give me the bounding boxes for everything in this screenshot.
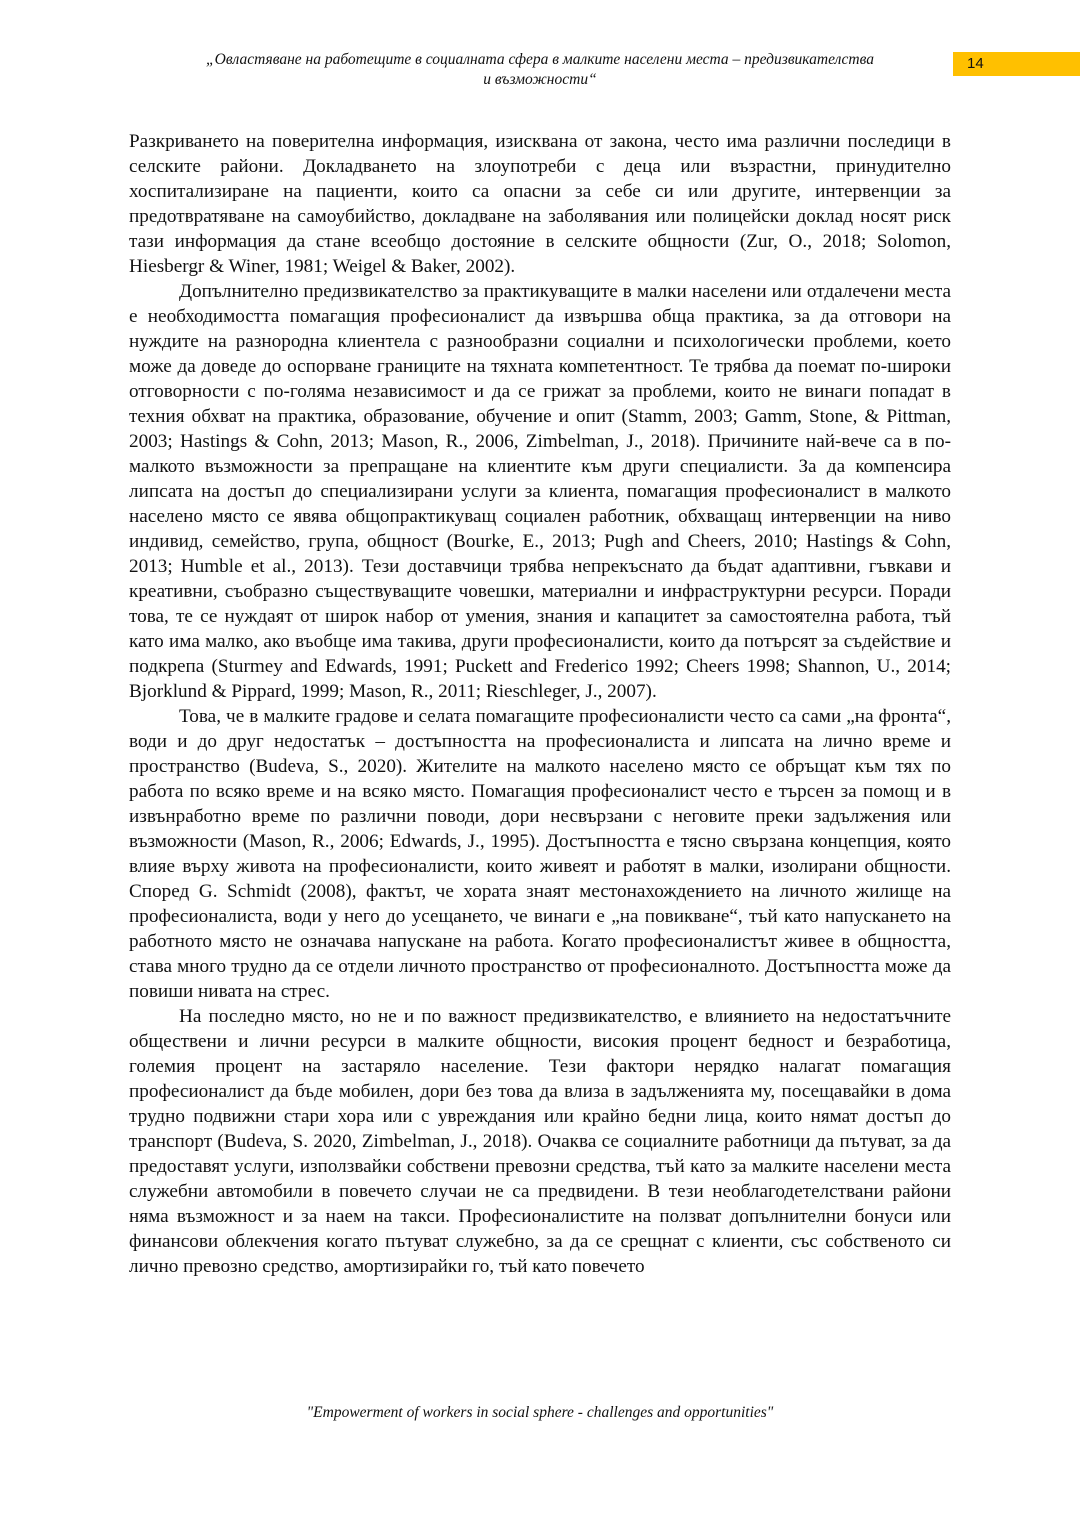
main-text bbox=[129, 129, 951, 1279]
page-number: 14 bbox=[967, 55, 984, 72]
paragraph-2: Допълнително предизвикателство за практикуващите в малки населени или отдалечени места е необходимостта помагащия професионалист да извършва обща практика, за да отговори на нуждите на разнородна клиентела с разнообразни социални и психологически проблеми, което може да доведе до оспорване границите на тяхната компетентност. Те трябва да поемат по-широки отговорности с по-голяма независимост и да се грижат за проблеми, които не винаги попадат в техния обхват на практика, образование, обучение и опит (Stamm, 2003; Gamm, Stone, & Pittman, 2003; Hastings & Cohn, 2013; Mason, R., 2006, Zimbelman, J., 2018). Причините най-вече са в по-малкото възможности за препращане на клиентите към други специалисти. За да компенсира липсата на достъп до специализирани услуги за клиента, помагащия професионалист в малкото населено място се явява общопрактикуващ социален работник, обхващащ интервенции на ниво индивид, семейство, група, общност (Bourke, E., 2013; Pugh and Cheers, 2010; Hastings & Cohn, 2013; Humble et al., 2013). Тези доставчици трябва непрекъснато да бъдат адаптивни, гъвкави и креативни, съобразно съществуващите човешки, материални и инфраструктурни ресурси. Поради това, те се нуждаят от широк набор от умения, знания и капацитет за самостоятелна работа, тъй като има малко, ако въобще има такива, други професионалисти, които да потърсят за съдействие и подкрепа (Sturmey and Edwards, 1991; Puckett and Frederico 1992; Cheers 1998; Shannon, U., 2014; Bjorklund & Pippard, 1999; Mason, R., 2011; Rieschleger, J., 2007). bbox=[129, 281, 951, 702]
paragraph-1: Разкриването на поверителна информация, изисквана от закона, често има различни последици в селските райони. Докладването на злоупотреби с деца или възрастни, принудително хоспитализиране на пациенти, които са опасни за себе си или другите, интервенции за предотвратяване на самоубийство, докладване на заболявания или полицейски доклад носят риск тази информация да стане всеобщо достояние в селските общности (Zur, O., 2018; Solomon, Hiesbergr & Winer, 1981; Weigel & Baker, 2002). bbox=[129, 131, 951, 277]
running-header bbox=[128, 50, 952, 90]
running-footer bbox=[128, 1403, 952, 1423]
header-title-line-2: и възможности“ bbox=[483, 71, 597, 88]
header-title-line-1: „Овластяване на работещите в социалната сфера в малките населени места – предизвикателства bbox=[206, 51, 874, 68]
paragraph-3: Това, че в малките градове и селата помагащите професионалисти често са сами „на фронта“, води и до друг недостатък – достъпността на професионалиста и липсата на лично време и пространство (Budeva, S., 2020). Жителите на малкото населено място се обръщат към тях по работа по всяко време и на всяко място. Помагащия професионалист често е търсен за помощ и в извънработно време по различни поводи, дори несвързани с неговите преки задължения или възможности (Mason, R., 2006; Edwards, J., 1995). Достъпността е тясно свързана концепция, която влияе върху живота на професионалисти, които живеят и работят в малки, изолирани общности. Според G. Schmidt (2008), фактът, че хората знаят местонахождението на личното жилище на професионалиста, води у него до усещането, че винаги е „на повикване“, тъй като напускането на работното място не означава напускане на работа. Когато професионалистът живее в общността, става много трудно да се отдели личното пространство от професионалното. Достъпността може да повиши нивата на стрес. bbox=[129, 706, 951, 1002]
footer-text: "Empowerment of workers in social sphere - challenges and opportunities" bbox=[306, 1404, 774, 1421]
paragraph-4: На последно място, но не и по важност предизвикателство, е влиянието на недостатъчните обществени и лични ресурси в малките общности, високия процент бедност и безработица, големия процент на застаряло население. Тези фактори нерядко налагат помагащия професионалист да бъде мобилен, дори без това да влиза в задълженията му, посещавайки в дома трудно подвижни стари хора или с увреждания или крайно бедни лица, които нямат достъп до транспорт (Budeva, S. 2020, Zimbelman, J., 2018). Очаква се социалните работници да пътуват, за да предоставят услуги, използвайки собствени превозни средства, тъй като за малките населени места служебни автомобили в повечето случаи не са предвидени. В тези необлагодетелствани райони няма възможност и за наем на такси. Професионалистите на ползват допълнителни бонуси или финансови облекчения когато пътуват служебно, за да се срещнат с клиенти, със собственото си лично превозно средство, амортизирайки го, тъй като повечето bbox=[129, 1006, 951, 1277]
page-number-badge bbox=[953, 52, 1080, 76]
